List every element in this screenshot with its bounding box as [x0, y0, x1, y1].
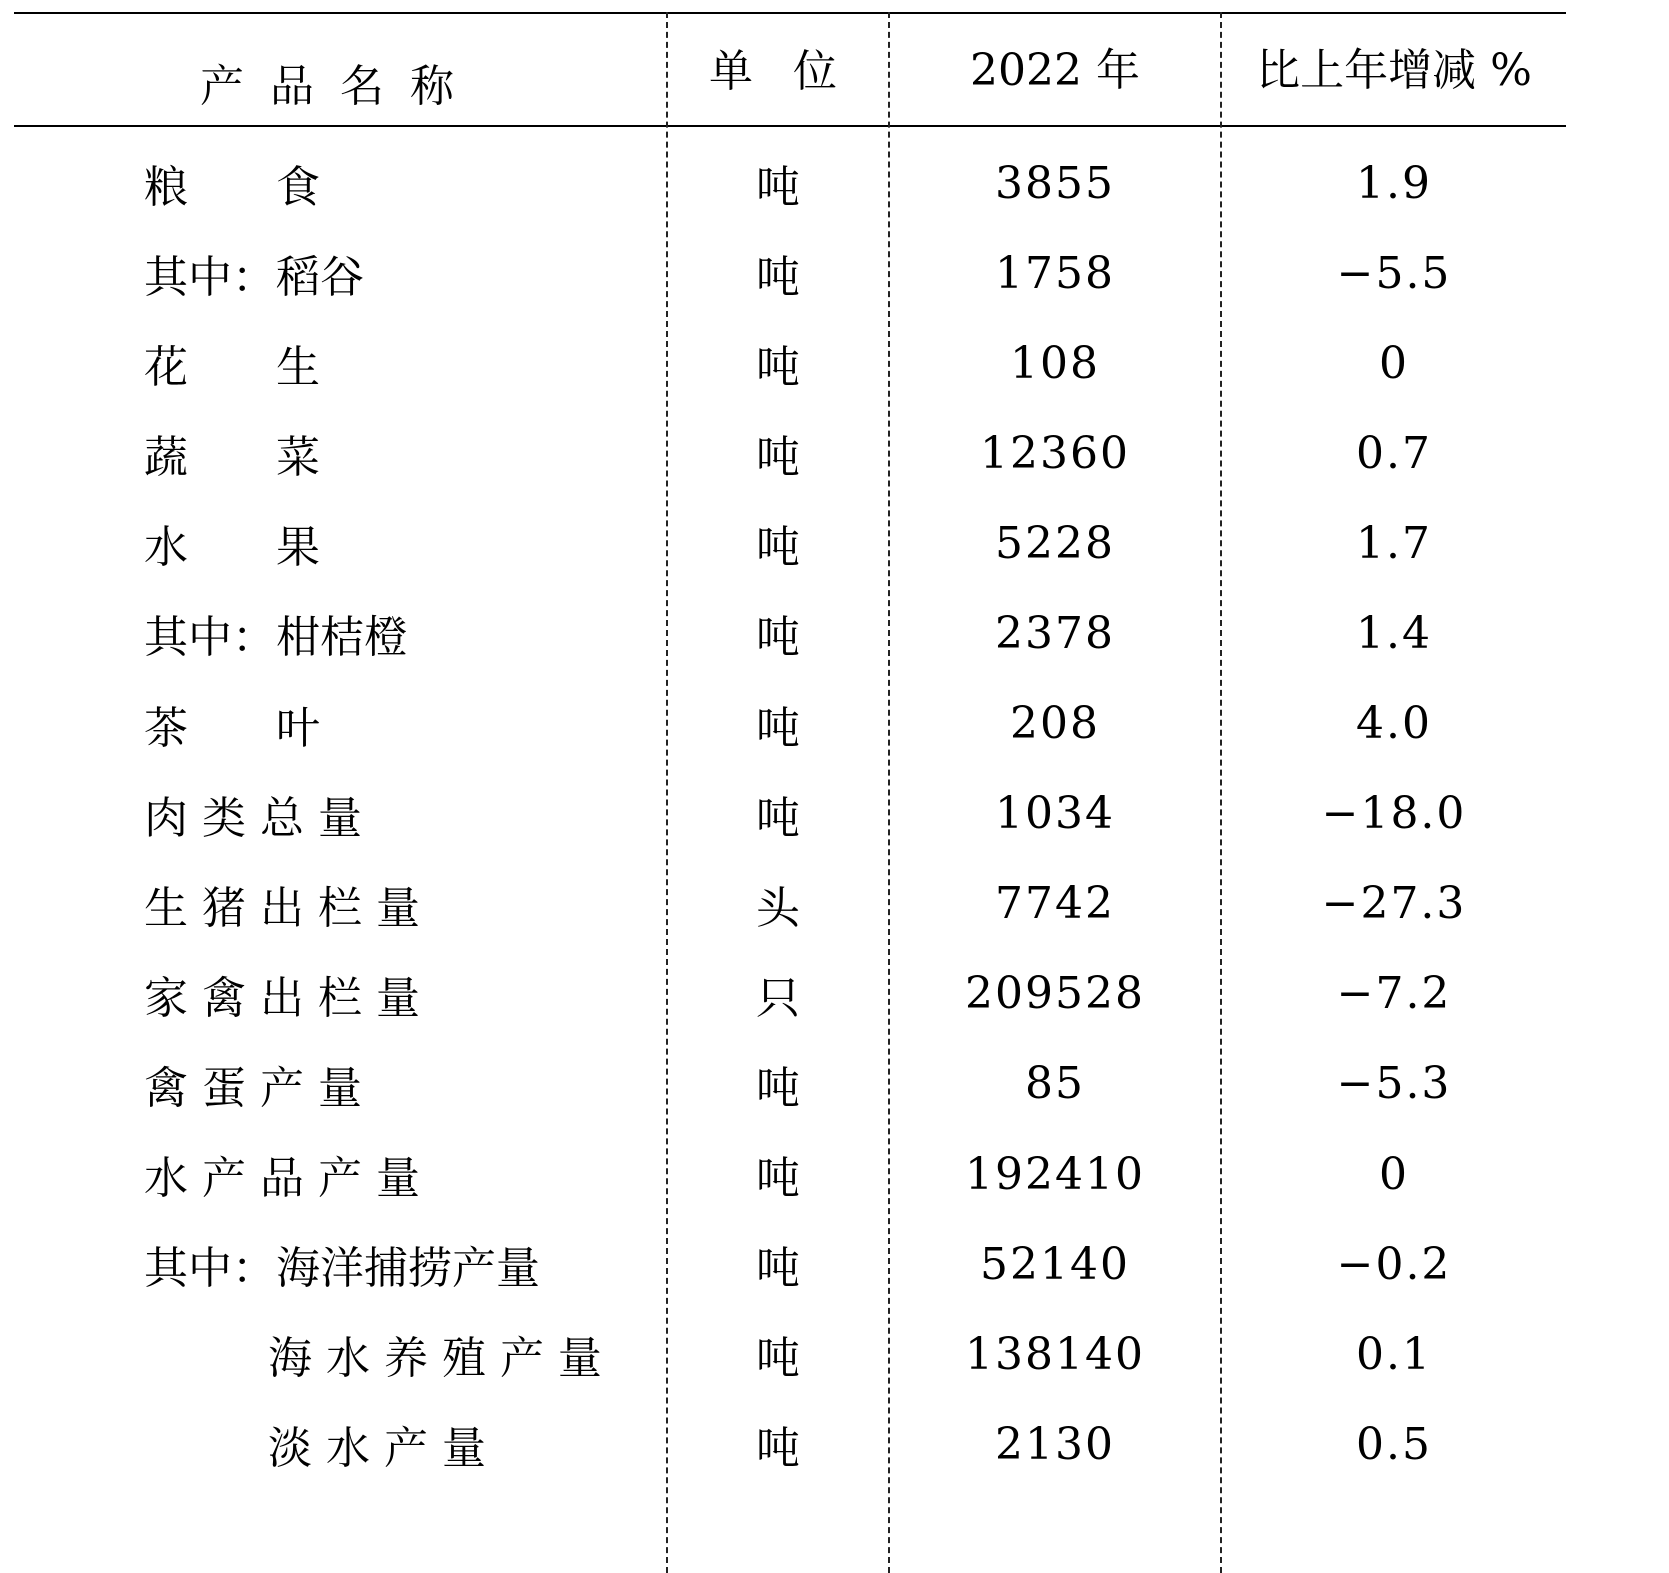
value-2022-cell: 7742	[995, 878, 1115, 930]
change-percent-cell: 1.4	[1356, 607, 1432, 659]
table-row	[14, 498, 1566, 588]
product-name-cell: 海 水 养 殖 产 量	[268, 1333, 602, 1385]
unit-cell: 吨	[756, 612, 800, 664]
product-name-cell: 其中：柑桔橙	[144, 612, 408, 664]
change-percent-cell: −0.2	[1336, 1238, 1452, 1290]
change-percent-cell: −27.3	[1321, 878, 1467, 930]
header-bottom-rule	[14, 125, 1566, 127]
table-row	[14, 1399, 1566, 1489]
unit-cell: 吨	[756, 792, 800, 844]
table-row	[14, 1219, 1566, 1309]
unit-cell: 吨	[756, 1243, 800, 1295]
change-percent-cell: 1.7	[1356, 517, 1432, 569]
unit-cell: 吨	[756, 252, 800, 304]
product-name-cell: 淡 水 产 量	[268, 1423, 486, 1475]
change-percent-cell: 0.1	[1356, 1328, 1432, 1380]
value-2022-cell: 12360	[980, 427, 1130, 479]
change-percent-cell: 4.0	[1356, 698, 1432, 750]
unit-cell: 吨	[756, 1062, 800, 1114]
value-2022-cell: 108	[1010, 337, 1100, 389]
table-row	[14, 1039, 1566, 1129]
product-name-cell: 蔬 菜	[144, 432, 320, 484]
header-change-percent: 比上年增减 %	[1256, 44, 1532, 96]
change-percent-cell: 1.9	[1356, 157, 1432, 209]
unit-cell: 吨	[756, 162, 800, 213]
value-2022-cell: 2378	[995, 607, 1115, 659]
table-row	[14, 859, 1566, 949]
value-2022-cell: 1034	[995, 788, 1115, 840]
table-row	[14, 1309, 1566, 1399]
value-2022-cell: 52140	[980, 1238, 1130, 1290]
value-2022-cell: 208	[1010, 698, 1100, 750]
unit-cell: 只	[756, 972, 800, 1024]
change-percent-cell: −5.5	[1336, 247, 1452, 299]
product-name-cell: 粮 食	[144, 162, 320, 213]
table-row	[14, 318, 1566, 408]
value-2022-cell: 85	[1025, 1058, 1085, 1110]
product-name-cell: 其中：稻谷	[144, 252, 364, 304]
table-body	[14, 138, 1566, 1489]
change-percent-cell: 0.5	[1356, 1418, 1432, 1470]
product-name-cell: 其中：海洋捕捞产量	[144, 1243, 540, 1295]
table-row	[14, 588, 1566, 678]
product-name-cell: 水 产 品 产 量	[144, 1153, 420, 1205]
table-row	[14, 228, 1566, 318]
product-name-cell: 水 果	[144, 522, 320, 574]
unit-cell: 吨	[756, 1423, 800, 1475]
unit-cell: 吨	[756, 702, 800, 754]
product-name-cell: 花 生	[144, 342, 320, 394]
product-name-cell: 生 猪 出 栏 量	[144, 882, 420, 934]
unit-cell: 吨	[756, 342, 800, 394]
value-2022-cell: 209528	[965, 968, 1145, 1020]
value-2022-cell: 5228	[995, 517, 1115, 569]
product-name-cell: 家 禽 出 栏 量	[144, 972, 420, 1024]
header-unit: 单位	[709, 45, 877, 97]
change-percent-cell: −7.2	[1336, 968, 1452, 1020]
table-row	[14, 408, 1566, 498]
table-row	[14, 769, 1566, 859]
header-year: 2022 年	[970, 44, 1140, 96]
table-header	[14, 12, 1566, 125]
unit-cell: 头	[756, 882, 800, 934]
header-product-name: 产品名称	[200, 60, 480, 112]
change-percent-cell: 0	[1379, 337, 1409, 389]
table-row	[14, 138, 1566, 228]
production-table	[14, 12, 1566, 1573]
product-name-cell: 禽 蛋 产 量	[144, 1062, 362, 1114]
change-percent-cell: −5.3	[1336, 1058, 1452, 1110]
product-name-cell: 肉 类 总 量	[144, 792, 362, 844]
unit-cell: 吨	[756, 1153, 800, 1205]
change-percent-cell: 0	[1379, 1148, 1409, 1200]
unit-cell: 吨	[756, 522, 800, 574]
value-2022-cell: 3855	[995, 157, 1115, 209]
table-row	[14, 679, 1566, 769]
unit-cell: 吨	[756, 432, 800, 484]
table-row	[14, 1129, 1566, 1219]
change-percent-cell: 0.7	[1356, 427, 1432, 479]
value-2022-cell: 138140	[965, 1328, 1145, 1380]
product-name-cell: 茶 叶	[144, 702, 320, 754]
change-percent-cell: −18.0	[1321, 788, 1467, 840]
unit-cell: 吨	[756, 1333, 800, 1385]
value-2022-cell: 192410	[965, 1148, 1145, 1200]
value-2022-cell: 1758	[995, 247, 1115, 299]
value-2022-cell: 2130	[995, 1418, 1115, 1470]
table-row	[14, 949, 1566, 1039]
